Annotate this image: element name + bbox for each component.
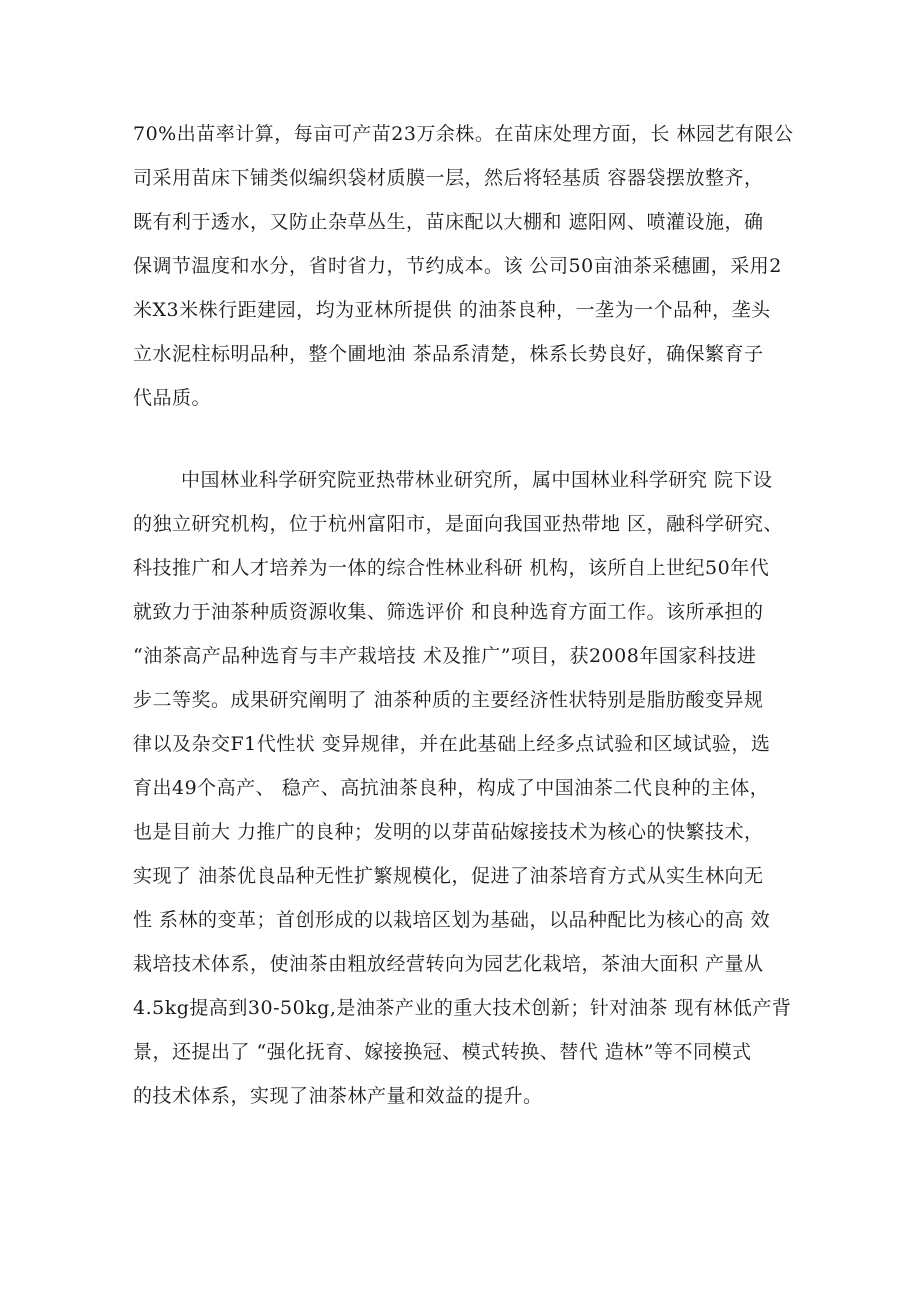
- text-line: 律以及杂交F1代性状 变异规律，并在此基础上经多点试验和区域试验，选: [133, 733, 771, 755]
- text-line: 中国林业科学研究院亚热带林业研究所，属中国林业科学研究 院下设: [181, 469, 773, 491]
- text-line: 步二等奖。成果研究阐明了 油茶种质的主要经济性状特别是脂肪酸变异规: [133, 689, 764, 711]
- text-line: 的独立研究机构，位于杭州富阳市，是面向我国亚热带地 区，融科学研究、: [133, 513, 784, 535]
- text-line: 米X3米株行距建园，均为亚林所提供 的油茶良种，一垄为一个品种，垄头: [133, 299, 771, 321]
- text-line: 既有利于透水，又防止杂草丛生，苗床配以大棚和 遮阳网、喷灌设施，确: [133, 211, 764, 233]
- text-line: 栽培技术体系，使油茶由粗放经营转向为园艺化栽培，茶油大面积 产量从: [133, 953, 764, 975]
- text-line: 科技推广和人才培养为一体的综合性林业科研 机构，该所自上世纪50年代: [133, 557, 770, 579]
- text-line: 立水泥柱标明品种，整个圃地油 茶品系清楚，株系长势良好，确保繁育子: [133, 343, 764, 365]
- text-line: 的技术体系，实现了油茶林产量和效益的提升。: [133, 1085, 543, 1107]
- text-line: 就致力于油茶种质资源收集、筛选评价 和良种选育方面工作。该所承担的: [133, 601, 764, 623]
- text-line: 代品质。: [133, 387, 212, 409]
- text-line: 性 系林的变革；首创形成的以栽培区划为基础，以品种配比为核心的高 效: [133, 909, 771, 931]
- text-line: “油茶高产品种选育与丰产栽培技 术及推广”项目，获2008年国家科技进: [133, 645, 757, 667]
- text-line: 也是目前大 力推广的良种；发明的以芽苗砧嫁接技术为核心的快繁技术，: [133, 821, 764, 843]
- text-line: 育出49个高产、 稳产、高抗油茶良种，构成了中国油茶二代良种的主体，: [133, 777, 770, 799]
- text-line: 保调节温度和水分，省时省力，节约成本。该 公司50亩油茶采穗圃，采用2: [133, 255, 782, 277]
- text-line: 70%出苗率计算，每亩可产苗23万余株。在苗床处理方面，长 林园艺有限公: [133, 123, 794, 145]
- text-line: 景，还提出了 “强化抚育、嫁接换冠、模式转换、替代 造林”等不同模式: [133, 1041, 752, 1063]
- text-line: 实现了 油茶优良品种无性扩繁规模化，促进了油茶培育方式从实生林向无: [133, 865, 764, 887]
- text-line: 司采用苗床下铺类似编织袋材质膜一层，然后将轻基质 容器袋摆放整齐，: [133, 167, 764, 189]
- text-line: 4.5kg提高到30-50kg,是油茶产业的重大技术创新；针对油茶 现有林低产背: [133, 997, 792, 1019]
